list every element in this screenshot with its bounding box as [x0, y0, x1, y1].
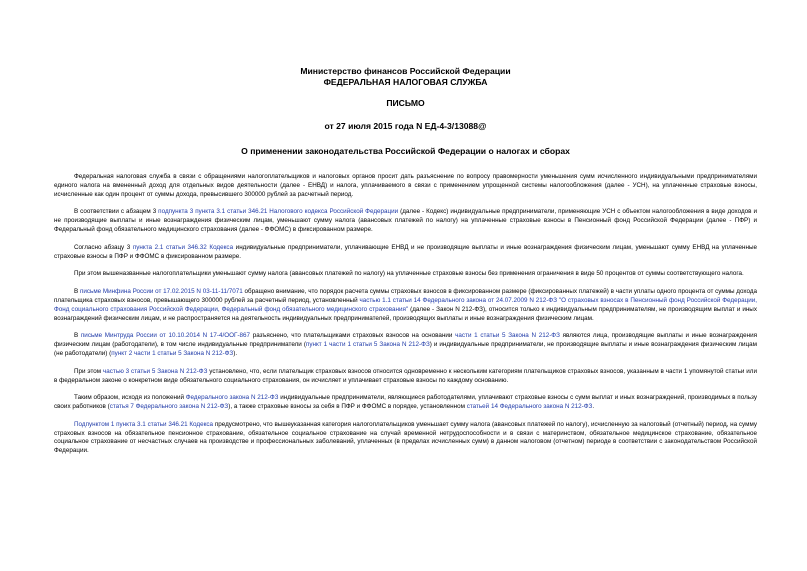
- paragraph-text: В: [74, 287, 80, 295]
- document-subject: О применении законодательства Российской Федерации о налогах и сборах: [241, 146, 570, 156]
- body-paragraph: [54, 421, 757, 457]
- paragraph-text: (далее - Закон N 212-ФЗ), относится только к индивидуальным предпринимателям, не производящим выплат и иных вознаграждений физическим лицам, и не распространяется на деятельность индивидуальных предпринимателей, производящих выплаты и иные вознаграждения физическим лицам.: [54, 305, 757, 322]
- paragraph-text: ) и индивидуальные предприниматели, не производящие выплаты и иные вознаграждения физическим лицам (не работодатели) (: [54, 341, 757, 358]
- paragraph-text: При этом: [74, 367, 103, 375]
- body-paragraph: [54, 332, 757, 359]
- document-body: [54, 173, 757, 456]
- body-paragraph: [54, 208, 757, 235]
- paragraph-text: предусмотрено, что вышеуказанная категория налогоплательщиков уменьшает сумму налога (авансовых платежей по налогу), исчисленную за налоговый (отчетный) период, на сумму страховых взносов на обязательное пенсионное страхование, обязательное социальное страхование на случай временной нетрудоспособности и в связи с материнством, обязательное медицинское страхование, обязательное социальное страхование от несчастных случаев на производстве и профессиональных заболеваний, уплаченных (в пределах исчисленных сумм) в данном налоговом (отчетном) периоде в соответствии с законодательством Российской Федерации.: [54, 420, 757, 455]
- paragraph-text: Согласно абзацу 3: [74, 243, 133, 251]
- body-paragraph: [54, 270, 757, 279]
- reference-link[interactable]: пункта 2.1 статьи 346.32 Кодекса: [132, 243, 234, 251]
- reference-link[interactable]: статьей 14 Федерального закона N 212-ФЗ: [466, 403, 593, 411]
- reference-link[interactable]: Подпунктом 1 пункта 3.1 статьи 346.21 Кодекса: [74, 420, 214, 428]
- paragraph-text: ).: [233, 350, 238, 358]
- paragraph-text: При этом вышеназванные налогоплательщики уменьшают сумму налога (авансовых платежей по налогу) на уплаченные страховые взносы без применения ограничения в виде 50 процентов от суммы соответствующего налога.: [74, 270, 744, 278]
- paragraph-text: В: [74, 332, 81, 340]
- paragraph-text: В соответствии с абзацем 3: [74, 208, 159, 216]
- reference-link[interactable]: пункт 2 части 1 статьи 5 Закона N 212-ФЗ: [111, 350, 234, 358]
- service-name: ФЕДЕРАЛЬНАЯ НАЛОГОВАЯ СЛУЖБА: [323, 76, 488, 87]
- reference-link[interactable]: письме Минфина России от 17.02.2015 N 03-11-11/7071: [79, 287, 243, 295]
- body-paragraph: [54, 394, 757, 412]
- body-paragraph: [54, 368, 757, 386]
- reference-link[interactable]: пункт 1 части 1 статьи 5 Закона N 212-ФЗ: [305, 341, 430, 349]
- ministry-name: Министерство финансов Российской Федерации: [300, 66, 511, 76]
- document-type: ПИСЬМО: [386, 98, 425, 108]
- paragraph-text: разъяснено, что плательщиками страховых взносов на основании: [250, 332, 456, 340]
- paragraph-text: (далее - Кодекс) индивидуальные предприниматели, применяющие УСН с объектом налогообложения в виде доходов и не производящие выплаты и иные вознаграждения физическим лицам, уменьшают сумму налога (авансовых платежей по налогу) на уплаченные страховые взносы в Пенсионный фонд Российской Федерации (далее - ПФР) и Федеральный фонд обязательного медицинского страхования (далее - ФФОМС) в фиксированном размере.: [54, 208, 757, 234]
- reference-link[interactable]: частью 3 статьи 5 Закона N 212-ФЗ: [103, 367, 208, 375]
- reference-link[interactable]: Федерального закона N 212-ФЗ: [185, 394, 279, 402]
- body-paragraph: [54, 244, 757, 262]
- reference-link[interactable]: подпункта 3 пункта 3.1 статьи 346.21 Налогового кодекса Российской Федерации: [158, 208, 399, 216]
- paragraph-text: индивидуальные предприниматели, уплачивающие ЕНВД и не производящие выплаты и иные вознаграждения физическим лицам, уменьшают сумму ЕНВД на уплаченные страховые взносы в ПФР и ФФОМС в фиксированном размере.: [54, 243, 757, 260]
- document-header: [54, 0, 757, 131]
- body-paragraph: [54, 173, 757, 200]
- reference-link[interactable]: статья 7 Федерального закона N 212-ФЗ: [109, 403, 229, 411]
- reference-link[interactable]: частью 1.1 статьи 14 Федерального закона от 24.07.2009 N 212-ФЗ "О страховых взносах в Пенсионный фонд Российской Федерации, Фонд социального страхования Российской Федерации, Федеральный фонд обязательного медицинского страхования": [54, 296, 757, 313]
- reference-link[interactable]: части 1 статьи 5 Закона N 212-ФЗ: [455, 332, 560, 340]
- paragraph-text: являются лица, производящие выплаты и иные вознаграждения физическим лицам (работодатели), в том числе индивидуальные предприниматели (: [54, 332, 758, 349]
- paragraph-text: индивидуальные предприниматели, являющиеся работодателями, уплачивают страховые взносы с сумм выплат и иных вознаграждений, производимых в пользу своих работников (: [54, 394, 757, 411]
- paragraph-text: установлено, что, если плательщик страховых взносов относится одновременно к нескольким категориям плательщиков страховых взносов, указанным в части 1 упомянутой статьи или в федеральном законе о конкретном виде обязательного социального страхования, он исчисляет и уплачивает страховые взносы по каждому основанию.: [54, 367, 757, 384]
- document-date-number: от 27 июля 2015 года N ЕД-4-3/13088@: [324, 120, 487, 131]
- paragraph-text: Таким образом, исходя из положений: [74, 394, 186, 402]
- reference-link[interactable]: письме Минтруда России от 10.10.2014 N 17-4/ООГ-867: [80, 332, 251, 340]
- paragraph-text: .: [592, 403, 595, 411]
- paragraph-text: ), а также страховые взносы за себя в ПФР и ФФОМС в порядке, установленном: [228, 403, 467, 411]
- paragraph-text: Федеральная налоговая служба в связи с обращениями налогоплательщиков и налоговых органов просит дать разъяснение по вопросу правомерности уменьшения сумм исчисленного индивидуальными предпринимателями единого налога на вмененный доход для отдельных видов деятельности (далее - ЕНВД) и налога, уплачиваемого в связи с применением упрощенной системы налогообложения (далее - УСН), на уплаченные страховые взносы, исчисленные как один процент от суммы дохода, превысившего 300000 рублей за расчетный период.: [54, 173, 757, 198]
- paragraph-text: обращено внимание, что порядок расчета суммы страховых взносов в фиксированном размере (фиксированных платежей) в части уплаты одного процента от суммы дохода плательщика страховых взносов, превышающего 300000 рублей за расчетный период, установленный: [54, 287, 757, 304]
- body-paragraph: [54, 288, 757, 324]
